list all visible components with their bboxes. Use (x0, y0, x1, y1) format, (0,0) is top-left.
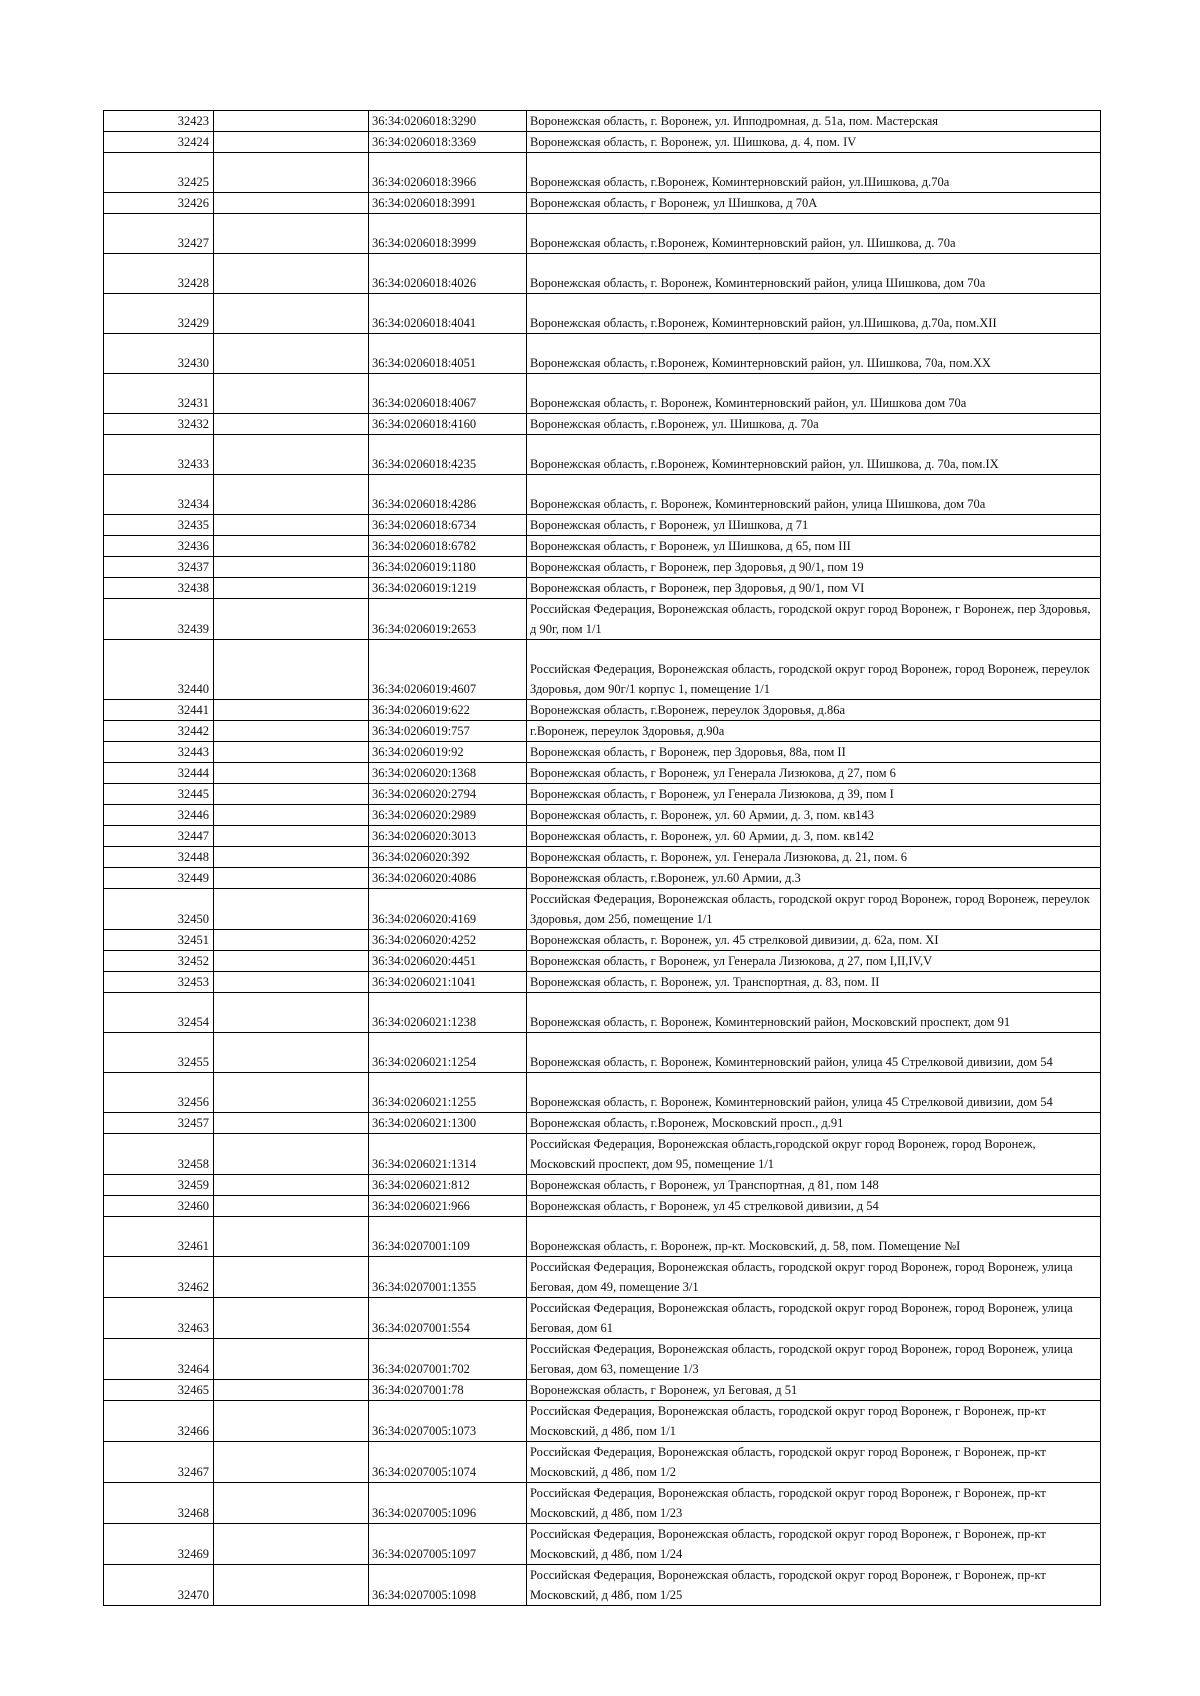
cadastral-number-cell: 36:34:0206019:622 (369, 700, 527, 721)
row-number-cell: 32438 (104, 578, 214, 599)
empty-cell (214, 1217, 369, 1257)
empty-cell (214, 1339, 369, 1380)
cadastral-number-cell: 36:34:0206018:6734 (369, 515, 527, 536)
address-cell: Российская Федерация, Воронежская область, городской округ город Воронеж, город Воронеж, улица Беговая, дом 63, помещение 1/3 (527, 1339, 1101, 1380)
empty-cell (214, 1033, 369, 1073)
row-number-cell: 32464 (104, 1339, 214, 1380)
table-row (104, 1134, 1101, 1175)
row-number-cell: 32453 (104, 972, 214, 993)
address-cell: Российская Федерация, Воронежская область, городской округ город Воронеж, г Воронеж, пр-кт Московский, д 48б, пом 1/1 (527, 1401, 1101, 1442)
cadastral-number-cell: 36:34:0206018:4026 (369, 254, 527, 294)
address-cell: Воронежская область, г Воронеж, ул Генерала Лизюкова, д 27, пом 6 (527, 763, 1101, 784)
table-row (104, 1298, 1101, 1339)
table-row (104, 1483, 1101, 1524)
empty-cell (214, 826, 369, 847)
empty-cell (214, 868, 369, 889)
empty-cell (214, 1113, 369, 1134)
table-row (104, 972, 1101, 993)
cadastral-number-cell: 36:34:0206020:4169 (369, 889, 527, 930)
cadastral-number-cell: 36:34:0206018:6782 (369, 536, 527, 557)
row-number-cell: 32449 (104, 868, 214, 889)
table-row (104, 132, 1101, 153)
cadastral-number-cell: 36:34:0207005:1074 (369, 1442, 527, 1483)
cadastral-number-cell: 36:34:0206021:1314 (369, 1134, 527, 1175)
row-number-cell: 32452 (104, 951, 214, 972)
row-number-cell: 32432 (104, 414, 214, 435)
table-row (104, 1401, 1101, 1442)
address-cell: Воронежская область, г.Воронеж, Коминтерновский район, ул.Шишкова, д.70а, пом.XII (527, 294, 1101, 334)
address-cell: Воронежская область, г Воронеж, ул Генерала Лизюкова, д 39, пом I (527, 784, 1101, 805)
table-row (104, 1217, 1101, 1257)
table-row (104, 1175, 1101, 1196)
row-number-cell: 32458 (104, 1134, 214, 1175)
empty-cell (214, 930, 369, 951)
empty-cell (214, 1134, 369, 1175)
cadastral-number-cell: 36:34:0207005:1097 (369, 1524, 527, 1565)
empty-cell (214, 742, 369, 763)
cadastral-number-cell: 36:34:0206018:4067 (369, 374, 527, 414)
empty-cell (214, 132, 369, 153)
row-number-cell: 32443 (104, 742, 214, 763)
empty-cell (214, 1380, 369, 1401)
cadastral-number-cell: 36:34:0207001:554 (369, 1298, 527, 1339)
address-cell: Воронежская область, г Воронеж, ул Шишкова, д 70А (527, 193, 1101, 214)
cadastral-number-cell: 36:34:0206019:92 (369, 742, 527, 763)
registry-table (103, 110, 1101, 1606)
row-number-cell: 32461 (104, 1217, 214, 1257)
empty-cell (214, 578, 369, 599)
table-row (104, 784, 1101, 805)
table-row (104, 294, 1101, 334)
row-number-cell: 32424 (104, 132, 214, 153)
empty-cell (214, 214, 369, 254)
empty-cell (214, 640, 369, 700)
registry-table-body (104, 111, 1101, 1606)
cadastral-number-cell: 36:34:0206020:3013 (369, 826, 527, 847)
empty-cell (214, 1257, 369, 1298)
row-number-cell: 32446 (104, 805, 214, 826)
table-row (104, 805, 1101, 826)
cadastral-number-cell: 36:34:0207001:78 (369, 1380, 527, 1401)
row-number-cell: 32459 (104, 1175, 214, 1196)
empty-cell (214, 1073, 369, 1113)
address-cell: Воронежская область, г.Воронеж, ул. Шишкова, д. 70а (527, 414, 1101, 435)
empty-cell (214, 1483, 369, 1524)
empty-cell (214, 1196, 369, 1217)
address-cell: Воронежская область, г Воронеж, пер Здоровья, д 90/1, пом VI (527, 578, 1101, 599)
table-row (104, 334, 1101, 374)
row-number-cell: 32460 (104, 1196, 214, 1217)
empty-cell (214, 475, 369, 515)
address-cell: Воронежская область, г.Воронеж, ул.60 Армии, д.3 (527, 868, 1101, 889)
table-row (104, 111, 1101, 132)
empty-cell (214, 599, 369, 640)
row-number-cell: 32467 (104, 1442, 214, 1483)
empty-cell (214, 334, 369, 374)
table-row (104, 951, 1101, 972)
cadastral-number-cell: 36:34:0206020:2989 (369, 805, 527, 826)
row-number-cell: 32468 (104, 1483, 214, 1524)
row-number-cell: 32470 (104, 1565, 214, 1606)
cadastral-number-cell: 36:34:0206019:1180 (369, 557, 527, 578)
empty-cell (214, 993, 369, 1033)
address-cell: Воронежская область, г. Воронеж, Коминтерновский район, улица Шишкова, дом 70а (527, 475, 1101, 515)
row-number-cell: 32436 (104, 536, 214, 557)
cadastral-number-cell: 36:34:0206018:4235 (369, 435, 527, 475)
address-cell: Российская Федерация, Воронежская область, городской округ город Воронеж, г Воронеж, пер Здоровья, д 90г, пом 1/1 (527, 599, 1101, 640)
cadastral-number-cell: 36:34:0206020:392 (369, 847, 527, 868)
cadastral-number-cell: 36:34:0207005:1073 (369, 1401, 527, 1442)
address-cell: Воронежская область, г. Воронеж, ул. 45 стрелковой дивизии, д. 62а, пом. XI (527, 930, 1101, 951)
cadastral-number-cell: 36:34:0206020:1368 (369, 763, 527, 784)
table-row (104, 435, 1101, 475)
address-cell: Российская Федерация, Воронежская область, городской округ город Воронеж, город Воронеж, улица Беговая, дом 49, помещение 3/1 (527, 1257, 1101, 1298)
address-cell: Воронежская область, г Воронеж, пер Здоровья, д 90/1, пом 19 (527, 557, 1101, 578)
empty-cell (214, 557, 369, 578)
table-row (104, 930, 1101, 951)
table-row (104, 700, 1101, 721)
cadastral-number-cell: 36:34:0207001:109 (369, 1217, 527, 1257)
address-cell: Воронежская область, г. Воронеж, Коминтерновский район, улица 45 Стрелковой дивизии, дом 54 (527, 1073, 1101, 1113)
address-cell: Воронежская область, г. Воронеж, Коминтерновский район, улица Шишкова, дом 70а (527, 254, 1101, 294)
row-number-cell: 32423 (104, 111, 214, 132)
address-cell: Российская Федерация, Воронежская область, городской округ город Воронеж, г Воронеж, пр-кт Московский, д 48б, пом 1/25 (527, 1565, 1101, 1606)
empty-cell (214, 435, 369, 475)
address-cell: Воронежская область, г. Воронеж, ул. 60 Армии, д. 3, пом. кв143 (527, 805, 1101, 826)
address-cell: Воронежская область, г.Воронеж, переулок Здоровья, д.86а (527, 700, 1101, 721)
cadastral-number-cell: 36:34:0206018:3991 (369, 193, 527, 214)
row-number-cell: 32442 (104, 721, 214, 742)
row-number-cell: 32435 (104, 515, 214, 536)
address-cell: Воронежская область, г Воронеж, пер Здоровья, 88а, пом II (527, 742, 1101, 763)
empty-cell (214, 536, 369, 557)
table-row (104, 557, 1101, 578)
empty-cell (214, 805, 369, 826)
table-row (104, 1033, 1101, 1073)
table-row (104, 721, 1101, 742)
table-row (104, 515, 1101, 536)
address-cell: Воронежская область, г.Воронеж, Московский просп., д.91 (527, 1113, 1101, 1134)
table-row (104, 214, 1101, 254)
address-cell: Воронежская область, г. Воронеж, ул. 60 Армии, д. 3, пом. кв142 (527, 826, 1101, 847)
empty-cell (214, 700, 369, 721)
address-cell: Российская Федерация, Воронежская область, городской округ город Воронеж, г Воронеж, пр-кт Московский, д 48б, пом 1/23 (527, 1483, 1101, 1524)
cadastral-number-cell: 36:34:0207001:1355 (369, 1257, 527, 1298)
empty-cell (214, 763, 369, 784)
cadastral-number-cell: 36:34:0207005:1098 (369, 1565, 527, 1606)
row-number-cell: 32445 (104, 784, 214, 805)
empty-cell (214, 721, 369, 742)
cadastral-number-cell: 36:34:0206018:3290 (369, 111, 527, 132)
cadastral-number-cell: 36:34:0206021:1255 (369, 1073, 527, 1113)
empty-cell (214, 1524, 369, 1565)
empty-cell (214, 515, 369, 536)
empty-cell (214, 1401, 369, 1442)
address-cell: Воронежская область, г. Воронеж, пр-кт. Московский, д. 58, пом. Помещение №I (527, 1217, 1101, 1257)
table-row (104, 826, 1101, 847)
table-row (104, 1073, 1101, 1113)
cadastral-number-cell: 36:34:0206020:4252 (369, 930, 527, 951)
address-cell: Воронежская область, г.Воронеж, Коминтерновский район, ул. Шишкова, д. 70а (527, 214, 1101, 254)
row-number-cell: 32441 (104, 700, 214, 721)
table-row (104, 1380, 1101, 1401)
row-number-cell: 32431 (104, 374, 214, 414)
address-cell: Воронежская область, г. Воронеж, Коминтерновский район, Московский проспект, дом 91 (527, 993, 1101, 1033)
cadastral-number-cell: 36:34:0206020:4086 (369, 868, 527, 889)
cadastral-number-cell: 36:34:0206018:3999 (369, 214, 527, 254)
row-number-cell: 32457 (104, 1113, 214, 1134)
table-row (104, 475, 1101, 515)
row-number-cell: 32439 (104, 599, 214, 640)
empty-cell (214, 1565, 369, 1606)
address-cell: Российская Федерация, Воронежская область, городской округ город Воронеж, город Воронеж, переулок Здоровья, дом 90г/1 корпус 1, помещение 1/1 (527, 640, 1101, 700)
cadastral-number-cell: 36:34:0207005:1096 (369, 1483, 527, 1524)
row-number-cell: 32429 (104, 294, 214, 334)
address-cell: Воронежская область, г. Воронеж, Коминтерновский район, ул. Шишкова дом 70а (527, 374, 1101, 414)
empty-cell (214, 193, 369, 214)
row-number-cell: 32469 (104, 1524, 214, 1565)
cadastral-number-cell: 36:34:0206019:757 (369, 721, 527, 742)
table-row (104, 847, 1101, 868)
cadastral-number-cell: 36:34:0206018:4051 (369, 334, 527, 374)
address-cell: Воронежская область, г Воронеж, ул Шишкова, д 65, пом III (527, 536, 1101, 557)
row-number-cell: 32444 (104, 763, 214, 784)
row-number-cell: 32447 (104, 826, 214, 847)
table-row (104, 599, 1101, 640)
empty-cell (214, 153, 369, 193)
address-cell: Воронежская область, г.Воронеж, Коминтерновский район, ул. Шишкова, д. 70а, пом.IX (527, 435, 1101, 475)
table-row (104, 1196, 1101, 1217)
row-number-cell: 32462 (104, 1257, 214, 1298)
table-row (104, 193, 1101, 214)
row-number-cell: 32456 (104, 1073, 214, 1113)
address-cell: Российская Федерация, Воронежская область, городской округ город Воронеж, город Воронеж, улица Беговая, дом 61 (527, 1298, 1101, 1339)
table-row (104, 993, 1101, 1033)
table-row (104, 742, 1101, 763)
row-number-cell: 32465 (104, 1380, 214, 1401)
cadastral-number-cell: 36:34:0206020:2794 (369, 784, 527, 805)
cadastral-number-cell: 36:34:0206018:3966 (369, 153, 527, 193)
table-row (104, 578, 1101, 599)
row-number-cell: 32425 (104, 153, 214, 193)
address-cell: Воронежская область, г. Воронеж, Коминтерновский район, улица 45 Стрелковой дивизии, дом 54 (527, 1033, 1101, 1073)
cadastral-number-cell: 36:34:0206019:4607 (369, 640, 527, 700)
row-number-cell: 32433 (104, 435, 214, 475)
table-row (104, 889, 1101, 930)
cadastral-number-cell: 36:34:0206021:1041 (369, 972, 527, 993)
address-cell: Воронежская область, г.Воронеж, Коминтерновский район, ул.Шишкова, д.70а (527, 153, 1101, 193)
address-cell: Воронежская область, г. Воронеж, ул. Шишкова, д. 4, пом. IV (527, 132, 1101, 153)
address-cell: Воронежская область, г. Воронеж, ул. Ипподромная, д. 51а, пом. Мастерская (527, 111, 1101, 132)
row-number-cell: 32426 (104, 193, 214, 214)
empty-cell (214, 374, 369, 414)
row-number-cell: 32430 (104, 334, 214, 374)
address-cell: Российская Федерация, Воронежская область, городской округ город Воронеж, город Воронеж, переулок Здоровья, дом 25б, помещение 1/1 (527, 889, 1101, 930)
cadastral-number-cell: 36:34:0206021:812 (369, 1175, 527, 1196)
address-cell: Воронежская область, г. Воронеж, ул. Генерала Лизюкова, д. 21, пом. 6 (527, 847, 1101, 868)
empty-cell (214, 1175, 369, 1196)
address-cell: Воронежская область, г Воронеж, ул Генерала Лизюкова, д 27, пом I,II,IV,V (527, 951, 1101, 972)
row-number-cell: 32451 (104, 930, 214, 951)
table-row (104, 640, 1101, 700)
row-number-cell: 32434 (104, 475, 214, 515)
cadastral-number-cell: 36:34:0206018:4041 (369, 294, 527, 334)
address-cell: Российская Федерация, Воронежская область, городской округ город Воронеж, г Воронеж, пр-кт Московский, д 48б, пом 1/2 (527, 1442, 1101, 1483)
table-row (104, 763, 1101, 784)
table-row (104, 536, 1101, 557)
empty-cell (214, 254, 369, 294)
cadastral-number-cell: 36:34:0206021:1238 (369, 993, 527, 1033)
table-row (104, 1442, 1101, 1483)
cadastral-number-cell: 36:34:0206019:2653 (369, 599, 527, 640)
table-row (104, 374, 1101, 414)
row-number-cell: 32440 (104, 640, 214, 700)
row-number-cell: 32427 (104, 214, 214, 254)
table-row (104, 868, 1101, 889)
cadastral-number-cell: 36:34:0206018:4160 (369, 414, 527, 435)
empty-cell (214, 1442, 369, 1483)
address-cell: Воронежская область, г Воронеж, ул Транспортная, д 81, пом 148 (527, 1175, 1101, 1196)
address-cell: Российская Федерация, Воронежская область, городской округ город Воронеж, г Воронеж, пр-кт Московский, д 48б, пом 1/24 (527, 1524, 1101, 1565)
address-cell: Воронежская область, г. Воронеж, ул. Транспортная, д. 83, пом. II (527, 972, 1101, 993)
address-cell: Воронежская область, г Воронеж, ул Шишкова, д 71 (527, 515, 1101, 536)
empty-cell (214, 1298, 369, 1339)
cadastral-number-cell: 36:34:0206018:4286 (369, 475, 527, 515)
row-number-cell: 32428 (104, 254, 214, 294)
empty-cell (214, 111, 369, 132)
cadastral-number-cell: 36:34:0207001:702 (369, 1339, 527, 1380)
table-row (104, 153, 1101, 193)
table-row (104, 1339, 1101, 1380)
row-number-cell: 32450 (104, 889, 214, 930)
empty-cell (214, 972, 369, 993)
address-cell: Воронежская область, г Воронеж, ул 45 стрелковой дивизии, д 54 (527, 1196, 1101, 1217)
table-row (104, 1113, 1101, 1134)
table-row (104, 414, 1101, 435)
cadastral-number-cell: 36:34:0206020:4451 (369, 951, 527, 972)
row-number-cell: 32437 (104, 557, 214, 578)
table-row (104, 1257, 1101, 1298)
row-number-cell: 32454 (104, 993, 214, 1033)
address-cell: г.Воронеж, переулок Здоровья, д.90а (527, 721, 1101, 742)
empty-cell (214, 294, 369, 334)
cadastral-number-cell: 36:34:0206021:1300 (369, 1113, 527, 1134)
row-number-cell: 32448 (104, 847, 214, 868)
table-row (104, 1524, 1101, 1565)
empty-cell (214, 414, 369, 435)
empty-cell (214, 784, 369, 805)
empty-cell (214, 951, 369, 972)
row-number-cell: 32455 (104, 1033, 214, 1073)
cadastral-number-cell: 36:34:0206018:3369 (369, 132, 527, 153)
cadastral-number-cell: 36:34:0206021:966 (369, 1196, 527, 1217)
empty-cell (214, 889, 369, 930)
address-cell: Российская Федерация, Воронежская область,городской округ город Воронеж, город Воронеж, Московский проспект, дом 95, помещение 1/1 (527, 1134, 1101, 1175)
table-row (104, 1565, 1101, 1606)
row-number-cell: 32466 (104, 1401, 214, 1442)
cadastral-number-cell: 36:34:0206019:1219 (369, 578, 527, 599)
empty-cell (214, 847, 369, 868)
address-cell: Воронежская область, г Воронеж, ул Беговая, д 51 (527, 1380, 1101, 1401)
address-cell: Воронежская область, г.Воронеж, Коминтерновский район, ул. Шишкова, 70а, пом.XX (527, 334, 1101, 374)
cadastral-number-cell: 36:34:0206021:1254 (369, 1033, 527, 1073)
row-number-cell: 32463 (104, 1298, 214, 1339)
table-row (104, 254, 1101, 294)
